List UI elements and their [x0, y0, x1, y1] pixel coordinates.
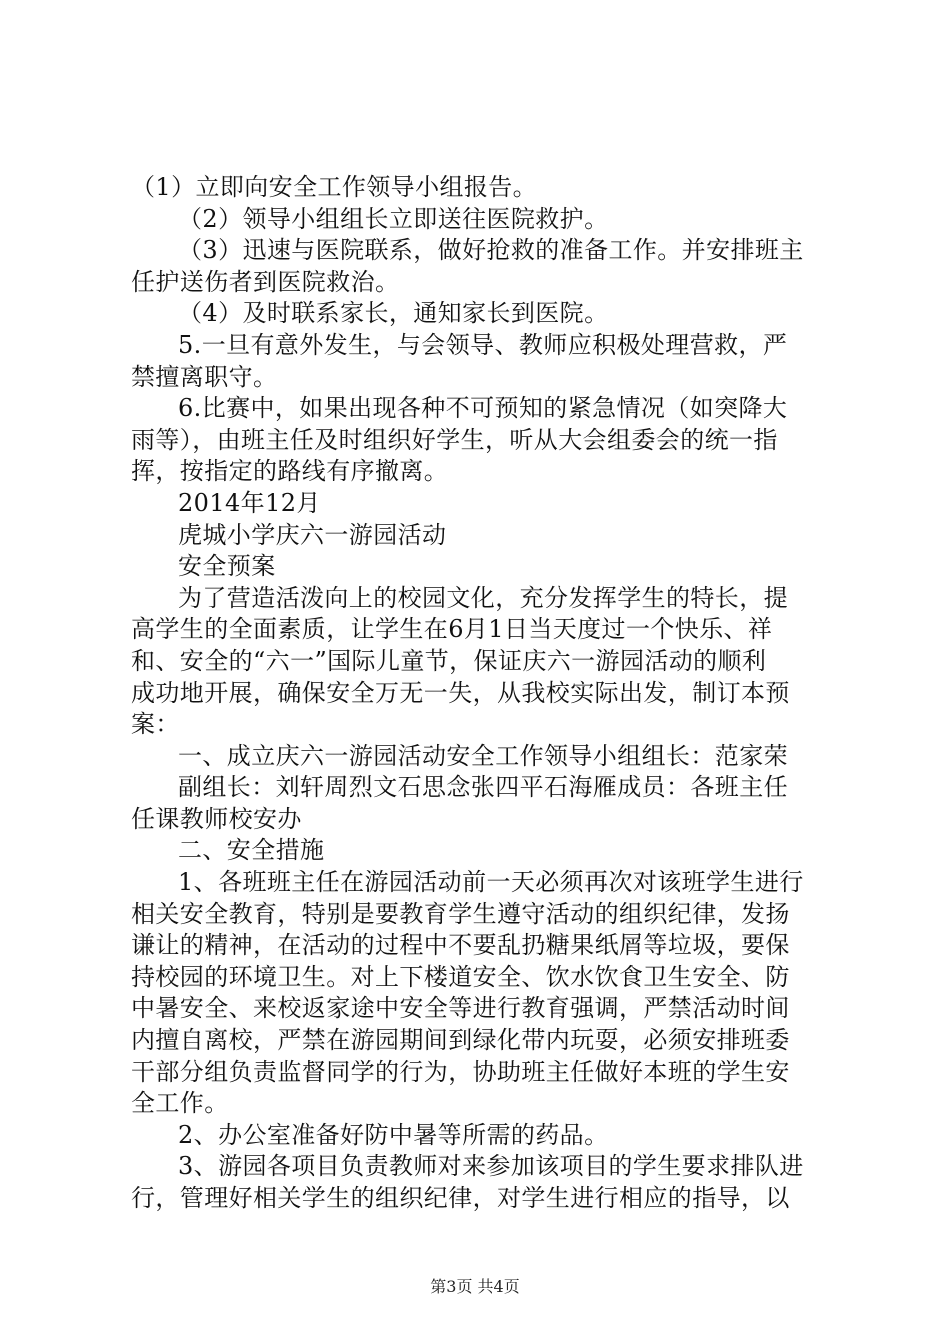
date-line: 2014年12月	[178, 488, 321, 517]
text-line: （2）领导小组组长立即送往医院救护。	[178, 204, 609, 233]
text-line: 中暑安全、来校返家途中安全等进行教育强调，严禁活动时间	[131, 994, 790, 1023]
document-body	[131, 172, 831, 1215]
text-line: 雨等），由班主任及时组织好学生，听从大会组委会的统一指	[131, 425, 778, 454]
text-line: 相关安全教育，特别是要教育学生遵守活动的组织纪律，发扬	[131, 899, 790, 928]
text-line: 高学生的全面素质，让学生在6月1日当天度过一个快乐、祥	[131, 615, 773, 644]
text-line: 副组长：刘轩周烈文石思念张四平石海雁成员：各班主任	[178, 773, 788, 802]
text-line: 干部分组负责监督同学的行为，协助班主任做好本班的学生安	[131, 1057, 790, 1086]
heading-line: 二、安全措施	[178, 836, 325, 865]
text-line: 任护送伤者到医院救治。	[131, 267, 400, 296]
text-line: 1、各班班主任在游园活动前一天必须再次对该班学生进行	[178, 868, 804, 897]
page-footer	[0, 1274, 950, 1297]
text-line: 和、安全的“六一”国际儿童节，保证庆六一游园活动的顺利	[131, 646, 767, 675]
text-line: 2、办公室准备好防中暑等所需的药品。	[178, 1120, 609, 1149]
text-line: 行，管理好相关学生的组织纪律，对学生进行相应的指导，以	[131, 1184, 790, 1212]
text-line: 内擅自离校，严禁在游园期间到绿化带内玩耍，必须安排班委	[131, 1026, 790, 1055]
heading-line: 一、成立庆六一游园活动安全工作领导小组组长：范家荣	[178, 741, 788, 770]
section-subtitle: 安全预案	[178, 552, 276, 581]
text-line: 成功地开展，确保安全万无一失，从我校实际出发，制订本预	[131, 678, 790, 707]
text-line: 3、游园各项目负责教师对来参加该项目的学生要求排队进	[178, 1152, 804, 1181]
text-line: 6.比赛中，如果出现各种不可预知的紧急情况（如突降大	[178, 394, 788, 423]
text-line: 挥，按指定的路线有序撤离。	[131, 457, 449, 486]
text-line: 为了营造活泼向上的校园文化，充分发挥学生的特长，提	[178, 583, 788, 612]
section-title: 虎城小学庆六一游园活动	[178, 520, 447, 549]
text-line: 谦让的精神，在活动的过程中不要乱扔糖果纸屑等垃圾，要保	[131, 931, 790, 960]
text-line: （1）立即向安全工作领导小组报告。	[131, 173, 538, 201]
text-line: 案：	[131, 710, 180, 739]
text-line: 持校园的环境卫生。对上下楼道安全、饮水饮食卫生安全、防	[131, 962, 790, 991]
text-line: （3）迅速与医院联系，做好抢救的准备工作。并安排班主	[178, 236, 804, 265]
text-line: 任课教师校安办	[131, 804, 302, 833]
text-line: （4）及时联系家长，通知家长到医院。	[178, 299, 609, 328]
text-line: 全工作。	[131, 1089, 229, 1118]
text-line: 禁擅离职守。	[131, 362, 278, 391]
text-line: 5.一旦有意外发生，与会领导、教师应积极处理营救，严	[178, 330, 788, 359]
page-number-label: 第3页 共4页	[430, 1277, 520, 1296]
